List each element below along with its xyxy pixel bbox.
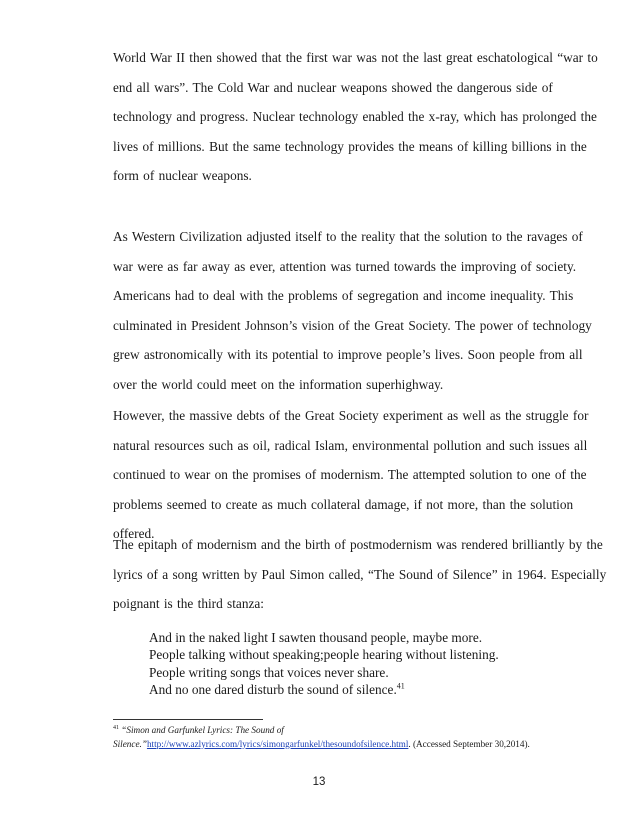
paragraph-line: culminated in President Johnson’s vision of the Great Society. The power of technology — [113, 317, 592, 333]
footnote-number: 41 — [113, 724, 119, 731]
paragraph-line: continued to wear on the promises of modernism. The attempted solution to one of the — [113, 467, 587, 482]
paragraph-line: lives of millions. But the same technology provides the means of killing billions in the — [113, 138, 587, 154]
paragraph-line: technology and progress. Nuclear technology enabled the x-ray, which has prolonged the — [113, 109, 597, 124]
footnote — [113, 724, 553, 751]
paragraph-2 — [113, 222, 592, 399]
paragraph-line: form of nuclear weapons. — [113, 168, 252, 183]
paragraph-line: As Western Civilization adjusted itself to the reality that the solution to the ravages of — [113, 229, 583, 244]
paragraph-line: end all wars”. The Cold War and nuclear weapons showed the dangerous side of — [113, 79, 553, 95]
paragraph-line: World War II then showed that the first war was not the last great eschatological “war to — [113, 50, 598, 65]
stanza-line-text: And no one dared disturb the sound of silence. — [149, 681, 397, 697]
stanza-line: People talking without speaking;people hearing without listening. — [149, 647, 499, 663]
paragraph-line: lyrics of a song written by Paul Simon called, “The Sound of Silence” in 1964. Especially — [113, 566, 607, 582]
paragraph-line: war were as far away as ever, attention was turned towards the improving of society. — [113, 258, 577, 274]
paragraph-line: offered. — [113, 526, 155, 541]
footnote-title: “Simon and Garfunkel Lyrics: The Sound of — [121, 725, 284, 735]
paragraph-line: natural resources such as oil, radical Islam, environmental pollution and such issues all — [113, 437, 588, 453]
paragraph-line: The epitaph of modernism and the birth of postmodernism was rendered brilliantly by the — [113, 537, 603, 552]
paragraph-4 — [113, 530, 607, 619]
song-stanza — [149, 629, 499, 698]
footnote-title-end: Silence.” — [113, 738, 147, 749]
paragraph-1 — [113, 43, 598, 191]
paragraph-line: problems seemed to create as much collateral damage, if not more, than the solution — [113, 496, 574, 512]
paragraph-line: over the world could meet on the information superhighway. — [113, 376, 444, 392]
paragraph-3 — [113, 401, 589, 549]
footnote-reference[interactable]: 41 — [396, 681, 405, 691]
stanza-line: People writing songs that voices never share. — [149, 664, 389, 680]
paragraph-line: Americans had to deal with the problems of segregation and income inequality. This — [113, 288, 574, 303]
stanza-line: And in the naked light I sawten thousand people, maybe more. — [149, 630, 483, 645]
footnote-divider — [113, 719, 263, 720]
paragraph-line: grew astronomically with its potential to improve people’s lives. Soon people from all — [113, 347, 583, 362]
footnote-line-2 — [113, 738, 553, 752]
paragraph-line: However, the massive debts of the Great Society experiment as well as the struggle for — [113, 408, 589, 423]
footnote-accessed: . (Accessed September 30,2014). — [408, 738, 530, 749]
stanza-line — [149, 681, 499, 698]
paragraph-line: poignant is the third stanza: — [113, 596, 264, 611]
footnote-line-1 — [113, 724, 553, 738]
footnote-link[interactable]: http://www.azlyrics.com/lyrics/simongarfunkel/thesoundofsilence.html — [146, 738, 409, 749]
page-number: 13 — [312, 776, 326, 788]
